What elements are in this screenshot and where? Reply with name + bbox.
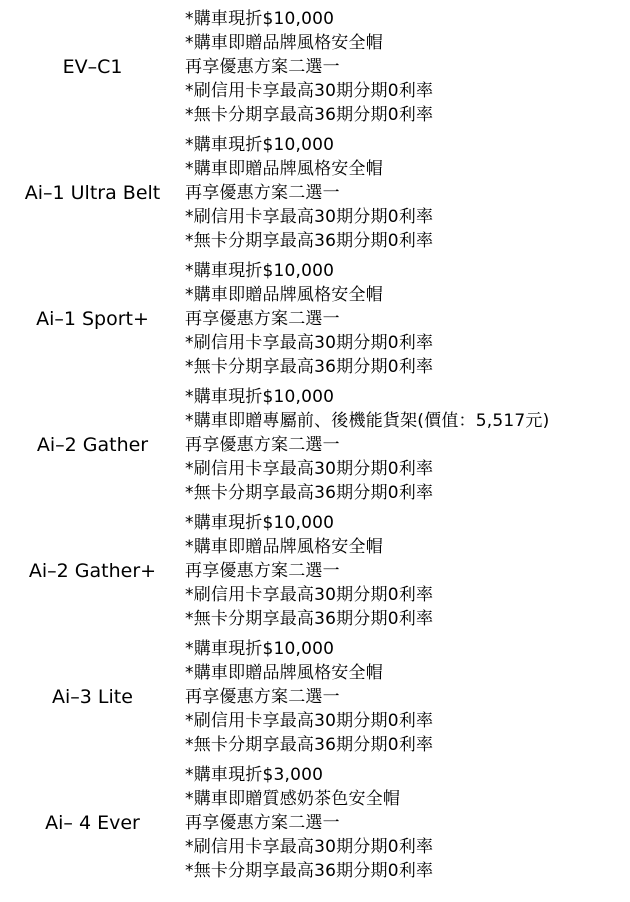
offer-line: *刷信用卡享最高30期分期0利率 [185, 207, 434, 228]
model-name: Ai–2 Gather [36, 434, 149, 456]
offer-line: *購車即贈品牌風格安全帽 [185, 158, 383, 179]
offer-line: *購車現折$10,000 [185, 512, 335, 533]
offer-line: *購車現折$10,000 [185, 260, 335, 281]
offer-list [185, 133, 630, 254]
offer-line: *購車即贈品牌風格安全帽 [185, 32, 383, 53]
promotion-table [0, 4, 630, 886]
offer-line: 再享優惠方案二選一 [185, 182, 340, 203]
model-name: EV–C1 [62, 56, 123, 78]
offer-line: *無卡分期享最高36期分期0利率 [185, 735, 434, 756]
offer-line: 再享優惠方案二選一 [185, 812, 340, 833]
offer-line: *刷信用卡享最高30期分期0利率 [185, 81, 434, 102]
offer-list [185, 637, 630, 758]
promotion-row-ev-c1 [0, 4, 630, 130]
model-name: Ai–2 Gather+ [28, 560, 157, 582]
model-name: Ai–1 Sport+ [36, 308, 149, 330]
promotion-row-ai-2-gather [0, 382, 630, 508]
offer-line: *購車現折$10,000 [185, 386, 335, 407]
offer-line: *購車即贈品牌風格安全帽 [185, 536, 383, 557]
offer-line: *無卡分期享最高36期分期0利率 [185, 231, 434, 252]
offer-line: *購車即贈專屬前、後機能貨架(價值：5,517元) [185, 410, 550, 431]
offer-line: *購車現折$3,000 [185, 764, 324, 785]
offer-line: *刷信用卡享最高30期分期0利率 [185, 711, 434, 732]
model-name: Ai–3 Lite [52, 686, 133, 708]
offer-line: *無卡分期享最高36期分期0利率 [185, 483, 434, 504]
model-name: Ai– 4 Ever [45, 812, 140, 834]
offer-line: *購車即贈品牌風格安全帽 [185, 662, 383, 683]
model-name: Ai–1 Ultra Belt [24, 182, 161, 204]
offer-list [185, 511, 630, 632]
offer-line: *無卡分期享最高36期分期0利率 [185, 861, 434, 882]
offer-line: *無卡分期享最高36期分期0利率 [185, 357, 434, 378]
promotion-row-ai-1-sport-plus [0, 256, 630, 382]
offer-line: *購車現折$10,000 [185, 638, 335, 659]
promotion-row-ai-4-ever [0, 760, 630, 886]
offer-line: 再享優惠方案二選一 [185, 308, 340, 329]
offer-list [185, 385, 630, 506]
offer-line: *無卡分期享最高36期分期0利率 [185, 105, 434, 126]
promotion-row-ai-1-ultra-belt [0, 130, 630, 256]
offer-line: 再享優惠方案二選一 [185, 56, 340, 77]
offer-line: *購車現折$10,000 [185, 8, 335, 29]
offer-line: 再享優惠方案二選一 [185, 560, 340, 581]
offer-line: 再享優惠方案二選一 [185, 686, 340, 707]
offer-list [185, 259, 630, 380]
offer-line: *無卡分期享最高36期分期0利率 [185, 609, 434, 630]
offer-line: 再享優惠方案二選一 [185, 434, 340, 455]
offer-line: *刷信用卡享最高30期分期0利率 [185, 333, 434, 354]
offer-line: *購車現折$10,000 [185, 134, 335, 155]
offer-line: *刷信用卡享最高30期分期0利率 [185, 837, 434, 858]
offer-line: *購車即贈質感奶茶色安全帽 [185, 788, 401, 809]
promotion-row-ai-2-gather-plus [0, 508, 630, 634]
offer-line: *購車即贈品牌風格安全帽 [185, 284, 383, 305]
offer-line: *刷信用卡享最高30期分期0利率 [185, 459, 434, 480]
promotion-row-ai-3-lite [0, 634, 630, 760]
offer-list [185, 763, 630, 884]
offer-line: *刷信用卡享最高30期分期0利率 [185, 585, 434, 606]
offer-list [185, 7, 630, 128]
